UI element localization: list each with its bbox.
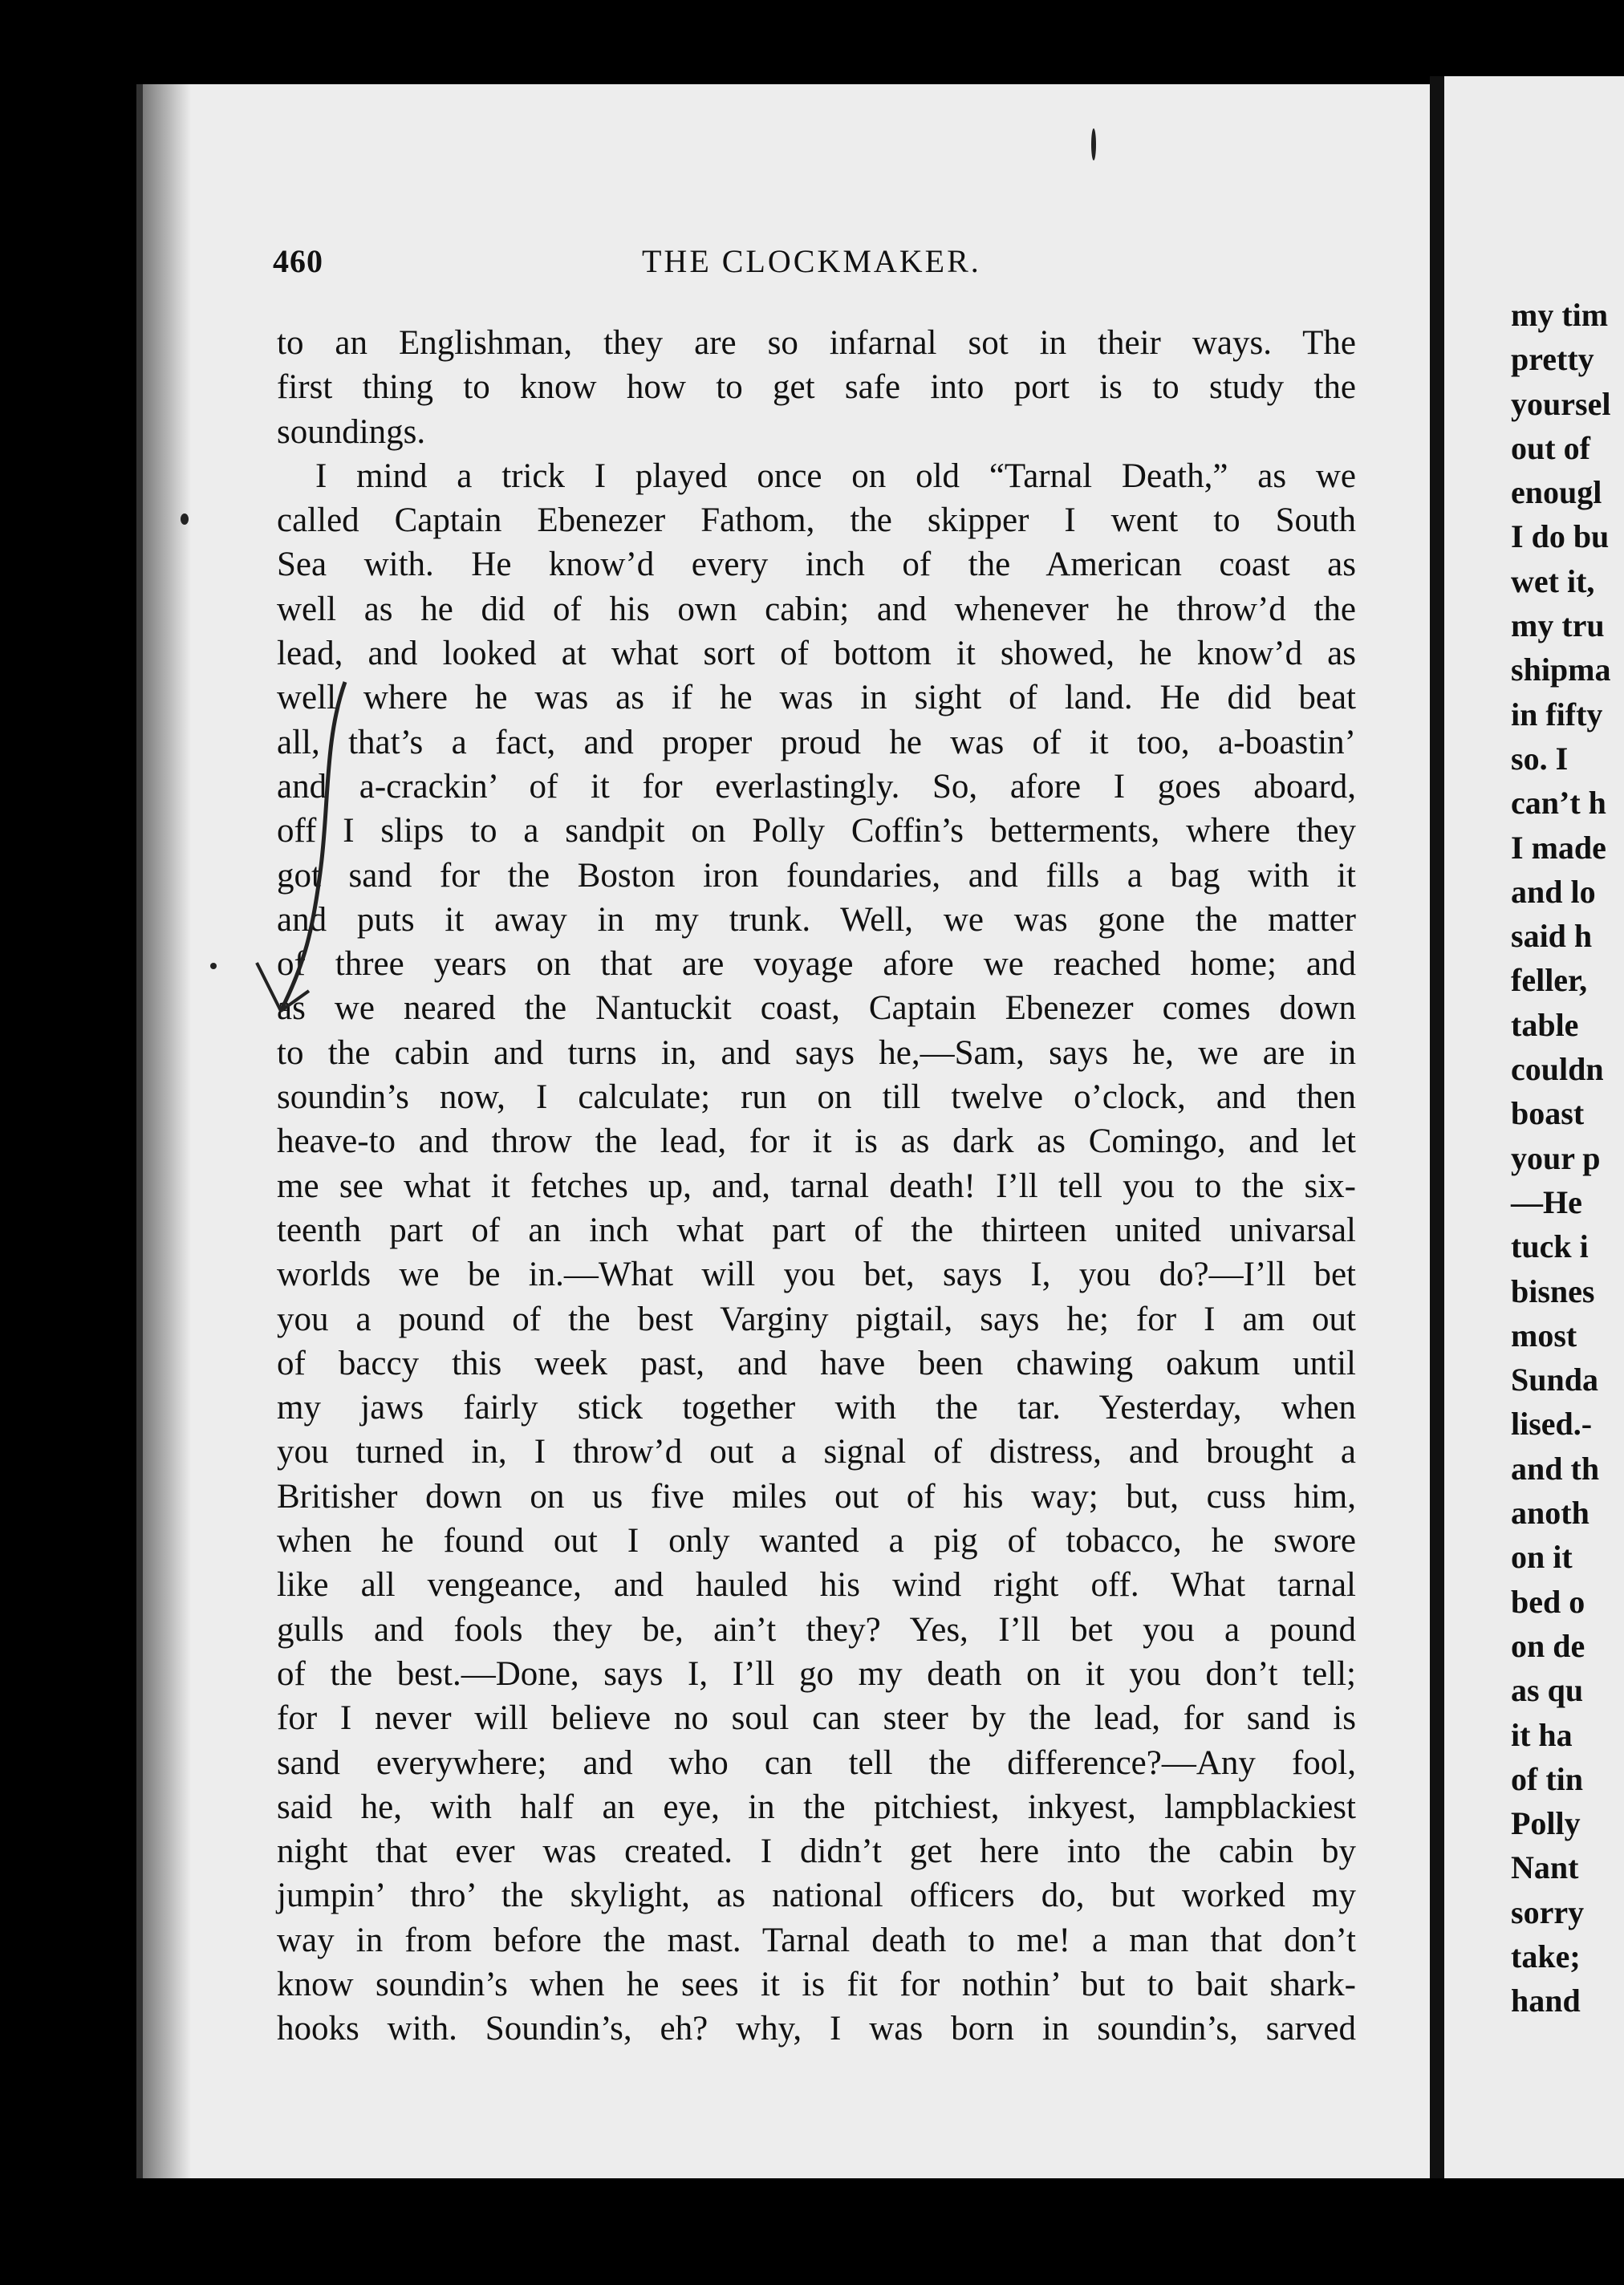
text-line: way in from before the mast. Tarnal death to me! a man that don’t [277,1921,1356,1959]
right-text-fragment: table [1511,1006,1579,1043]
text-line: when he found out I only wanted a pig of tobacco, he swore [277,1522,1356,1561]
text-line: soundin’s now, I calculate; run on till twelve o’clock, and then [277,1078,1356,1117]
page-body-text [277,321,1356,2052]
right-text-fragment: bed o [1511,1583,1585,1620]
right-text-fragment: I do bu [1511,518,1610,555]
right-text-fragment: I made [1511,829,1606,866]
text-line: worlds we be in.—What will you bet, says I, you do?—I’ll bet [277,1256,1356,1294]
text-line: of the best.—Done, says I, I’ll go my death on it you don’t tell; [277,1654,1356,1693]
text-line: of baccy this week past, and have been chawing oakum until [277,1344,1356,1382]
pencil-bracket-mark [249,674,369,1027]
right-text-fragment: on it [1511,1539,1573,1576]
right-text-fragment: take; [1511,1938,1581,1975]
right-text-fragment: wet it, [1511,562,1595,599]
text-line: called Captain Ebenezer Fathom, the skipper I went to South [277,501,1356,540]
right-text-fragment: lised.- [1511,1406,1593,1443]
scan-speck [210,963,217,969]
text-line: heave-to and throw the lead, for it is as dark as Comingo, and let [277,1122,1356,1161]
text-line: jumpin’ thro’ the skylight, as national officers do, but worked my [277,1877,1356,1915]
right-text-fragment: your p [1511,1139,1601,1176]
text-line: Britisher down on us five miles out of his way; but, cuss him, [277,1477,1356,1516]
page-number: 460 [273,243,323,279]
text-line: like all vengeance, and hauled his wind right off. What tarnal [277,1566,1356,1605]
right-text-fragment: so. I [1511,740,1569,777]
right-text-fragment: boast [1511,1095,1585,1132]
text-line: my jaws fairly stick together with the tar. Yesterday, when [277,1389,1356,1427]
text-line: to the cabin and turns in, and says he,—Sam, says he, we are in [277,1033,1356,1072]
scan-speck [181,513,189,525]
right-text-fragment: pretty [1511,341,1594,378]
right-text-fragment: bisnes [1511,1272,1595,1309]
text-line: off I slips to a sandpit on Polly Coffin’s betterments, where they [277,812,1356,850]
right-text-fragment: yoursel [1511,385,1611,422]
right-text-fragment: can’t h [1511,785,1606,822]
text-line: well where he was as if he was in sight of land. He did beat [277,679,1356,717]
text-line: me see what it fetches up, and, tarnal death! I’ll tell you to the six- [277,1167,1356,1205]
text-line: hooks with. Soundin’s, eh? why, I was born in soundin’s, sarved [277,2010,1356,2048]
right-text-fragment: couldn [1511,1051,1604,1088]
right-text-fragment: on de [1511,1627,1585,1664]
right-text-fragment: and lo [1511,873,1596,910]
right-text-fragment: said h [1511,918,1593,955]
text-line: all, that’s a fact, and proper proud he was of it too, a-boastin’ [277,723,1356,761]
text-line: first thing to know how to get safe into port is to study the [277,368,1356,407]
text-line: to an Englishman, they are so infarnal sot in their ways. The [277,324,1356,362]
right-text-fragment: of tin [1511,1760,1583,1797]
text-line: of three years on that are voyage afore we reached home; and [277,945,1356,984]
right-text-fragment: Polly [1511,1805,1581,1842]
right-text-fragment: shipma [1511,651,1611,688]
text-line: gulls and fools they be, ain’t they? Yes, I’ll bet you a pound [277,1610,1356,1649]
text-line: I mind a trick I played once on old “Tarnal Death,” as we [315,457,1356,495]
text-line: got sand for the Boston iron foundaries, and fills a bag with it [277,856,1356,895]
right-text-fragment: sorry [1511,1893,1585,1930]
text-line: as we neared the Nantuckit coast, Captain Ebenezer comes down [277,989,1356,1028]
text-line: sand everywhere; and who can tell the difference?—Any fool, [277,1743,1356,1782]
text-line: well as he did of his own cabin; and whenever he throw’d the [277,590,1356,628]
text-line: know soundin’s when he sees it is fit for nothin’ but to bait shark- [277,1965,1356,2003]
text-line: you a pound of the best Varginy pigtail, says he; for I am out [277,1300,1356,1338]
right-page-text [1511,293,1624,2023]
right-text-fragment: my tru [1511,607,1605,644]
right-text-fragment: enougl [1511,474,1602,511]
right-text-fragment: anoth [1511,1495,1589,1532]
text-line: Sea with. He know’d every inch of the American coast as [277,546,1356,584]
right-text-fragment: most [1511,1317,1577,1354]
right-text-fragment: and th [1511,1450,1600,1487]
text-line: and a-crackin’ of it for everlastingly. So, afore I goes aboard, [277,767,1356,806]
right-text-fragment: Sunda [1511,1362,1598,1398]
scan-speck [1091,128,1096,160]
right-text-fragment: my tim [1511,297,1609,333]
right-text-fragment: it ha [1511,1716,1573,1753]
right-text-fragment: out of [1511,429,1590,466]
right-text-fragment: tuck i [1511,1228,1589,1265]
right-text-fragment: as qu [1511,1672,1584,1709]
text-line: for I never will believe no soul can steer by the lead, for sand is [277,1699,1356,1738]
right-text-fragment: feller, [1511,962,1588,999]
right-text-fragment: Nant [1511,1849,1579,1886]
running-head [273,242,1380,282]
right-text-fragment: in fifty [1511,696,1603,733]
right-text-fragment: —He [1511,1183,1582,1220]
text-line: soundings. [277,412,426,451]
running-title: THE CLOCKMAKER. [642,243,981,279]
text-line: night that ever was created. I didn’t get here into the cabin by [277,1832,1356,1871]
right-text-fragment: hand [1511,1983,1581,2019]
text-line: teenth part of an inch what part of the thirteen united univarsal [277,1211,1356,1249]
text-line: lead, and looked at what sort of bottom it showed, he know’d as [277,635,1356,673]
text-line: you turned in, I throw’d out a signal of distress, and brought a [277,1433,1356,1471]
text-line: said he, with half an eye, in the pitchiest, inkyest, lampblackiest [277,1788,1356,1826]
text-line: and puts it away in my trunk. Well, we was gone the matter [277,900,1356,939]
book-gutter [1430,76,1444,2178]
